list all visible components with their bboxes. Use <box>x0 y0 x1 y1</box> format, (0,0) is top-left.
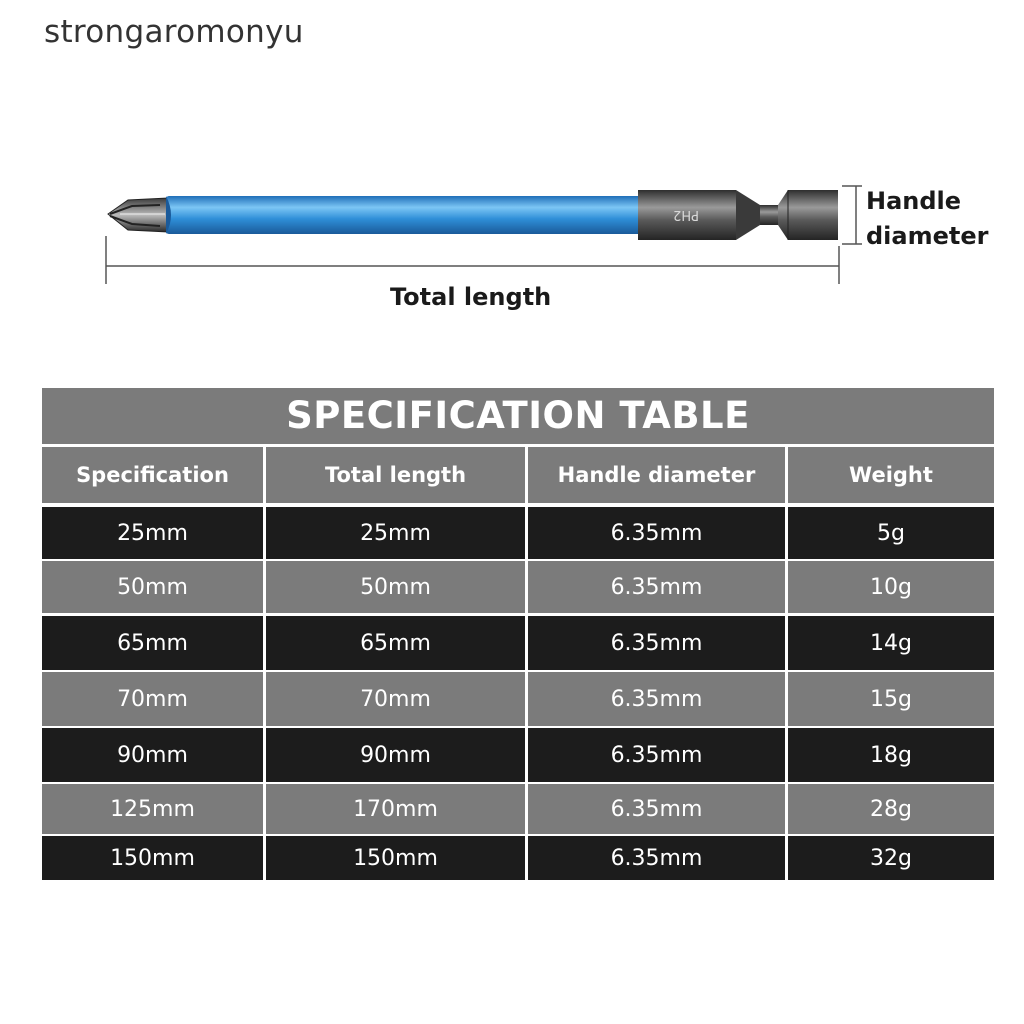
cell-specification: 90mm <box>42 728 263 782</box>
column-header-specification: Specification <box>42 447 263 503</box>
cell-weight: 10g <box>788 561 994 613</box>
table-title: SPECIFICATION TABLE <box>42 388 994 444</box>
table-row <box>42 616 994 670</box>
cell-specification: 125mm <box>42 784 263 834</box>
cell-weight: 5g <box>788 507 994 559</box>
cell-handle-diameter: 6.35mm <box>528 561 785 613</box>
cell-handle-diameter: 6.35mm <box>528 784 785 834</box>
total-length-dimension <box>106 236 839 284</box>
cell-total-length: 25mm <box>266 507 525 559</box>
watermark-text: strongaromonyu <box>44 14 304 50</box>
table-row <box>42 784 994 834</box>
table-row <box>42 672 994 726</box>
handle-label-line1: Handle <box>866 187 962 215</box>
table-header-row <box>42 447 994 503</box>
cell-specification: 50mm <box>42 561 263 613</box>
cell-handle-diameter: 6.35mm <box>528 672 785 726</box>
cell-weight: 18g <box>788 728 994 782</box>
cell-specification: 150mm <box>42 836 263 880</box>
cell-total-length: 90mm <box>266 728 525 782</box>
cell-specification: 70mm <box>42 672 263 726</box>
table-row <box>42 561 994 613</box>
cell-total-length: 150mm <box>266 836 525 880</box>
bit-marking: PH2 <box>673 207 699 222</box>
cell-total-length: 65mm <box>266 616 525 670</box>
table-row <box>42 728 994 782</box>
bit-hex-shank <box>638 190 838 240</box>
bit-shaft <box>166 196 644 234</box>
column-header-handle-diameter: Handle diameter <box>528 447 785 503</box>
cell-specification: 65mm <box>42 616 263 670</box>
table-row <box>42 836 994 880</box>
column-header-total-length: Total length <box>266 447 525 503</box>
cell-weight: 15g <box>788 672 994 726</box>
cell-total-length: 70mm <box>266 672 525 726</box>
handle-label-line2: diameter <box>866 222 989 250</box>
cell-weight: 14g <box>788 616 994 670</box>
column-header-weight: Weight <box>788 447 994 503</box>
cell-handle-diameter: 6.35mm <box>528 728 785 782</box>
cell-weight: 28g <box>788 784 994 834</box>
total-length-label: Total length <box>390 283 552 311</box>
cell-handle-diameter: 6.35mm <box>528 616 785 670</box>
bit-tip <box>108 198 168 232</box>
cell-specification: 25mm <box>42 507 263 559</box>
cell-weight: 32g <box>788 836 994 880</box>
cell-total-length: 50mm <box>266 561 525 613</box>
table-row <box>42 507 994 559</box>
handle-diameter-dimension <box>842 186 862 244</box>
cell-handle-diameter: 6.35mm <box>528 507 785 559</box>
cell-handle-diameter: 6.35mm <box>528 836 785 880</box>
specification-table <box>42 388 994 880</box>
handle-diameter-label <box>866 184 988 254</box>
cell-total-length: 170mm <box>266 784 525 834</box>
